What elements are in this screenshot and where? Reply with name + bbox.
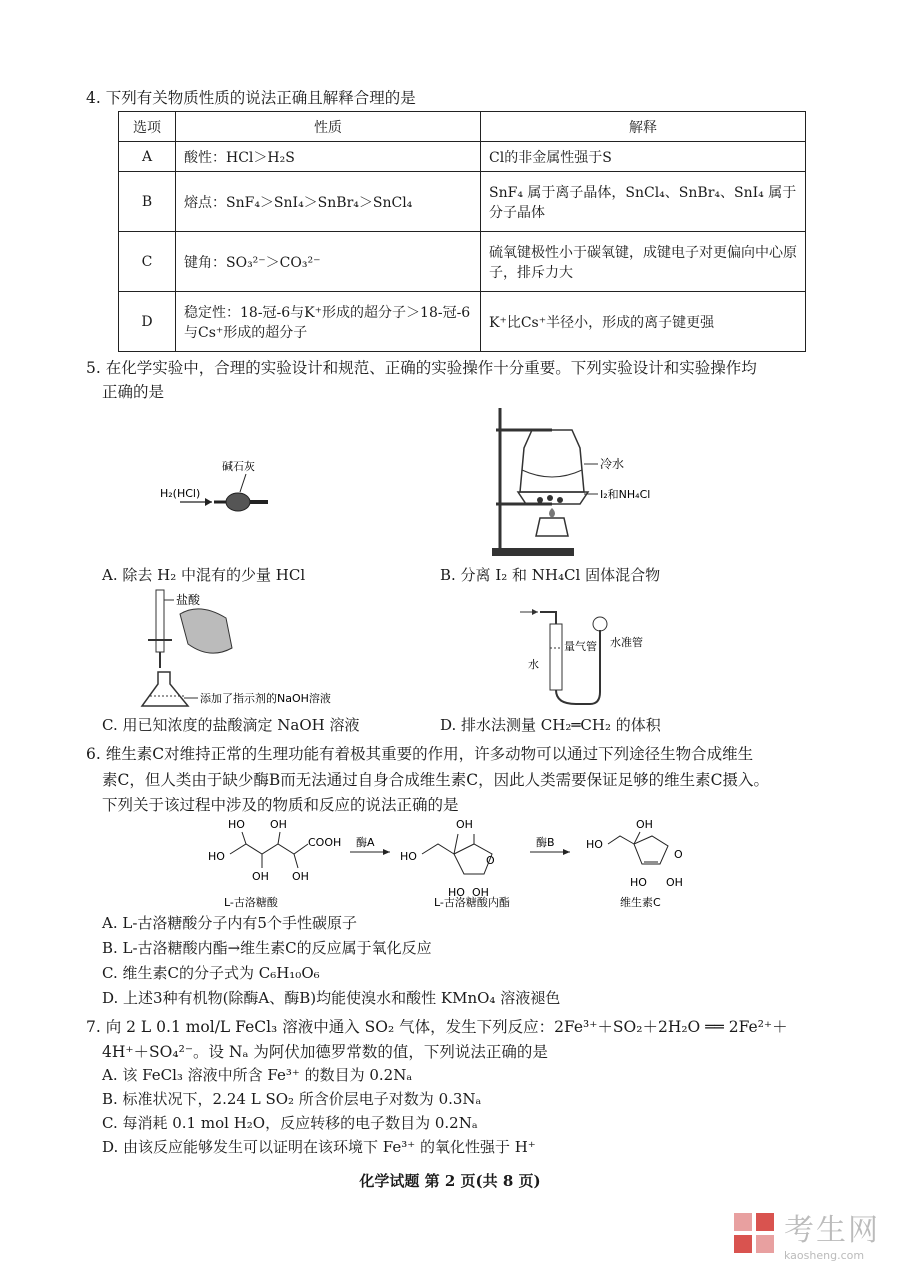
molecule-gulonolactone (400, 818, 510, 908)
svg-text:HO: HO (586, 838, 603, 851)
table-row (119, 292, 806, 352)
svg-text:OH: OH (472, 886, 489, 899)
q4-stem: 4. 下列有关物质性质的说法正确且解释合理的是 (86, 89, 416, 107)
row-option: B (119, 172, 176, 232)
svg-text:HO: HO (228, 818, 245, 831)
apparatus-b-sublimation (480, 400, 680, 562)
apparatus-a-drying-tube (150, 440, 300, 520)
row-option: C (119, 232, 176, 292)
svg-text:OH: OH (252, 870, 269, 883)
label-water: 水 (528, 658, 539, 671)
q5-stem-2: 正确的是 (102, 383, 165, 401)
q6-option-d[interactable]: D. 上述3种有机物(除酶A、酶B)均能使溴水和酸性 KMnO₄ 溶液褪色 (102, 989, 561, 1007)
q6-option-c[interactable]: C. 维生素C的分子式为 C₆H₁₀O₆ (102, 964, 320, 982)
label-flask: 添加了指示剂的NaOH溶液 (200, 692, 331, 705)
header-option: 选项 (119, 112, 176, 142)
apparatus-c-titration (140, 588, 400, 712)
row-property: 酸性：HCl＞H₂S (176, 142, 481, 172)
q6-option-a[interactable]: A. L-古洛糖酸分子内有5个手性碳原子 (102, 914, 357, 932)
q6-stem-2: 素C，但人类由于缺少酶B而无法通过自身合成维生素C，因此人类需要保证足够的维生素C摄入。 (102, 771, 769, 789)
name-vitamin-c: 维生素C (620, 896, 661, 908)
watermark-name: 考生网 (784, 1213, 880, 1248)
header-property: 性质 (176, 112, 481, 142)
enzyme-a-label: 酶A (356, 836, 375, 849)
q6-reaction-scheme (200, 814, 720, 908)
apparatus-d-gas-burette (520, 600, 670, 712)
table-header-row (119, 112, 806, 142)
svg-text:OH: OH (666, 876, 683, 889)
q6-stem-3: 下列关于该过程中涉及的物质和反应的说法正确的是 (102, 796, 459, 814)
table-row (119, 232, 806, 292)
svg-text:HO: HO (400, 850, 417, 863)
row-option: D (119, 292, 176, 352)
label-acid: 盐酸 (176, 593, 201, 607)
label-lime: 碱石灰 (222, 460, 255, 473)
q7-option-b[interactable]: B. 标准状况下，2.24 L SO₂ 所含价层电子对数为 0.3Nₐ (102, 1090, 482, 1108)
svg-text:COOH: COOH (308, 836, 342, 849)
q7-option-c[interactable]: C. 每消耗 0.1 mol H₂O，反应转移的电子数目为 0.2Nₐ (102, 1114, 478, 1132)
label-cold-water: 冷水 (600, 457, 625, 471)
q5-option-a[interactable]: A. 除去 H₂ 中混有的少量 HCl (102, 566, 306, 584)
q5-option-b[interactable]: B. 分离 I₂ 和 NH₄Cl 固体混合物 (440, 566, 661, 584)
table-row (119, 172, 806, 232)
watermark-url: kaosheng.com (784, 1249, 865, 1262)
svg-text:OH: OH (456, 818, 473, 831)
q7-stem-1: 7. 向 2 L 0.1 mol/L FeCl₃ 溶液中通入 SO₂ 气体，发生下列反应：2Fe³⁺＋SO₂＋2H₂O ══ 2Fe²⁺＋ (86, 1018, 788, 1036)
row-explanation: Cl的非金属性强于S (481, 142, 806, 172)
q5-option-d[interactable]: D. 排水法测量 CH₂═CH₂ 的体积 (440, 716, 661, 734)
label-mixture: I₂和NH₄Cl (600, 488, 651, 501)
q4-table (118, 111, 806, 352)
svg-text:HO: HO (448, 886, 465, 899)
q5-stem-1: 5. 在化学实验中，合理的实验设计和规范、正确的实验操作十分重要。下列实验设计和实验操作均 (86, 359, 757, 377)
table-row (119, 142, 806, 172)
svg-text:O: O (674, 848, 683, 861)
q6-stem-1: 6. 维生素C对维持正常的生理功能有着极其重要的作用，许多动物可以通过下列途径生物合成维生 (86, 745, 754, 763)
label-level: 水准管 (610, 636, 643, 649)
label-tube: 量气管 (564, 640, 597, 653)
q7-option-d[interactable]: D. 由该反应能够发生可以证明在该环境下 Fe³⁺ 的氧化性强于 H⁺ (102, 1138, 536, 1156)
svg-text:HO: HO (208, 850, 225, 863)
row-property: 键角：SO₃²⁻＞CO₃²⁻ (176, 232, 481, 292)
q7-stem-2: 4H⁺＋SO₄²⁻。设 Nₐ 为阿伏加德罗常数的值，下列说法正确的是 (102, 1043, 548, 1061)
svg-text:OH: OH (636, 818, 653, 831)
page-footer: 化学试题 第 2 页(共 8 页) (359, 1172, 541, 1190)
label-gas: H₂(HCl) (160, 487, 201, 500)
enzyme-b-label: 酶B (536, 836, 555, 849)
watermark (732, 1205, 880, 1262)
q5-option-c[interactable]: C. 用已知浓度的盐酸滴定 NaOH 溶液 (102, 716, 360, 734)
row-property: 稳定性：18-冠-6与K⁺形成的超分子＞18-冠-6与Cs⁺形成的超分子 (176, 292, 481, 352)
svg-text:O: O (486, 854, 495, 867)
row-explanation: K⁺比Cs⁺半径小，形成的离子键更强 (481, 292, 806, 352)
name-gulonolactone: L-古洛糖酸内酯 (434, 896, 510, 908)
watermark-logo-icon (732, 1211, 778, 1257)
row-property: 熔点：SnF₄＞SnI₄＞SnBr₄＞SnCl₄ (176, 172, 481, 232)
row-explanation: 硫氧键极性小于碳氧键，成键电子对更偏向中心原子，排斥力大 (481, 232, 806, 292)
q7-option-a[interactable]: A. 该 FeCl₃ 溶液中所含 Fe³⁺ 的数目为 0.2Nₐ (102, 1066, 413, 1084)
header-explanation: 解释 (481, 112, 806, 142)
name-gulonic-acid: L-古洛糖酸 (224, 896, 278, 908)
molecule-gulonic-acid (208, 818, 341, 908)
svg-text:HO: HO (630, 876, 647, 889)
svg-text:OH: OH (270, 818, 287, 831)
molecule-vitamin-c (586, 818, 683, 908)
q6-option-b[interactable]: B. L-古洛糖酸内酯→维生素C的反应属于氧化反应 (102, 939, 432, 957)
svg-text:OH: OH (292, 870, 309, 883)
row-explanation: SnF₄ 属于离子晶体，SnCl₄、SnBr₄、SnI₄ 属于分子晶体 (481, 172, 806, 232)
row-option: A (119, 142, 176, 172)
